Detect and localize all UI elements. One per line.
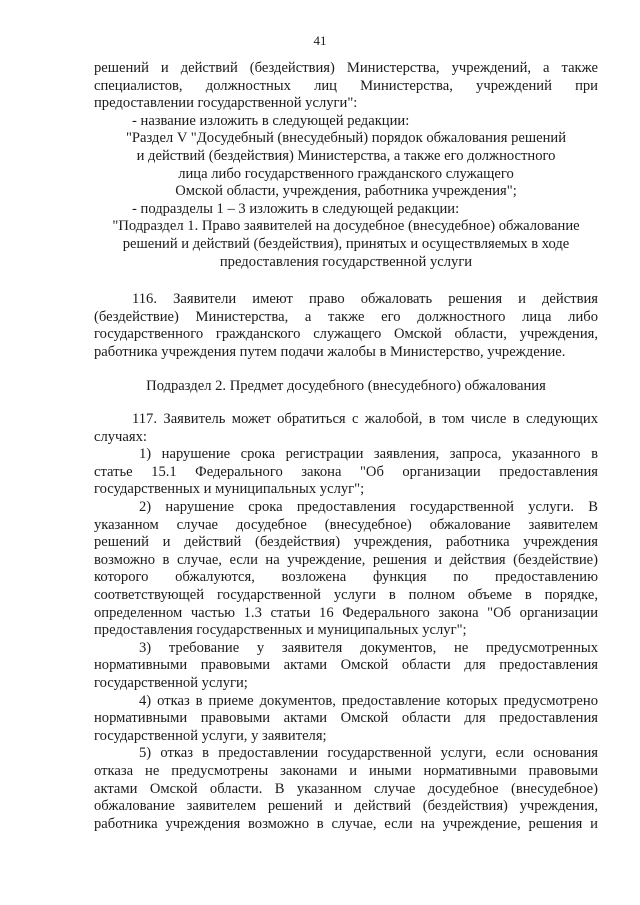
paragraph [94,411,598,833]
text-line: предоставлении государственной услуги": [94,95,358,112]
text-line: 5) отказ в предоставлении государственной услуги, если основания [139,745,598,762]
text-line: государственной услуги; [94,675,248,691]
paragraph [94,60,598,130]
text-line: и действий (бездействия) Министерства, а также его должностного [136,147,556,164]
text-line: нормативными правовыми актами Омской области для предоставления [94,657,598,674]
paragraph-gap [94,271,598,291]
text-line: 116. Заявители имеют право обжаловать решения и действия [132,291,598,308]
text-line: решений и действий (бездействия) Министерства, учреждений, а также [94,60,598,76]
text-line: актами Омской области. В указанном случае досудебное (внесудебное) [94,780,598,797]
text-line: (бездействие) Министерства, а также его должностного лица либо [94,308,598,325]
text-line: работника учреждения путем подачи жалобы в Министерство, учреждение. [94,343,566,360]
text-line: решений и действий (бездействия), принятых и осуществляемых в ходе [122,235,570,252]
paragraph [94,378,598,396]
text-line: специалистов, должностных лиц Министерства, учреждений при [94,77,598,94]
text-line: случаях: [94,428,147,445]
text-line: 1) нарушение срока регистрации заявления, запроса, указанного в [139,446,598,463]
text-line: "Раздел V "Досудебный (внесудебный) порядок обжалования решений [125,130,567,147]
text-line: предоставления государственных и муниципальных услуг"; [94,622,467,639]
text-line: отказа не предусмотрены законами и иными нормативными правовыми [94,762,598,779]
text-line: - название изложить в следующей редакции: [132,112,410,129]
text-line: статье 15.1 Федерального закона "Об организации предоставления [94,463,598,480]
text-line: возможно в случае, если на учреждение, решения и действия (бездействие) [94,551,598,568]
paragraph-gap [94,362,598,378]
text-line: государственной услуги, у заявителя; [94,727,327,744]
text-line: решений и действий (бездействия) учреждения, работника учреждения [94,534,598,551]
text-line: - подразделы 1 – 3 изложить в следующей редакции: [132,200,460,217]
text-line: "Подраздел 1. Право заявителей на досудебное (внесудебное) обжалование [112,218,580,235]
paragraph [94,130,598,200]
paragraph-gap [94,395,598,411]
text-line: работника учреждения возможно в случае, если на учреждение, решения и [94,815,598,832]
text-line: 3) требование у заявителя документов, не предусмотренных [139,639,598,656]
text-line: обжалование заявителем решений и действий (бездействия) учреждения, [94,798,598,815]
text-line: государственного гражданского служащего Омской области, учреждения, [94,326,598,343]
paragraph [94,291,598,361]
text-line: указанном случае досудебное (внесудебное) обжалование заявителем [94,516,598,533]
text-line: Омской области, учреждения, работника учреждения"; [175,183,517,200]
text-line: определенном частью 1.3 статьи 16 Федерального закона "Об организации [94,604,598,621]
paragraph [94,201,598,271]
text-line: 4) отказ в приеме документов, предоставление которых предусмотрено [139,692,598,709]
page-number: 41 [313,33,327,48]
text-line: соответствующей государственной услуги в полном объеме в порядке, [94,587,598,604]
text-line: предоставления государственной услуги [219,253,473,270]
text-line: 117. Заявитель может обратиться с жалобой, в том числе в следующих [132,411,598,428]
document-body [94,60,598,833]
text-line: Подраздел 2. Предмет досудебного (внесудебного) обжалования [146,377,546,394]
text-line: лица либо государственного гражданского служащего [178,165,514,182]
text-line: нормативными правовыми актами Омской области для предоставления [94,710,598,727]
text-line: которого обжалуются, возложена функция по предоставлению [94,569,598,586]
text-line: 2) нарушение срока предоставления государственной услуги. В [139,499,598,516]
text-line: государственных и муниципальных услуг"; [94,481,365,498]
